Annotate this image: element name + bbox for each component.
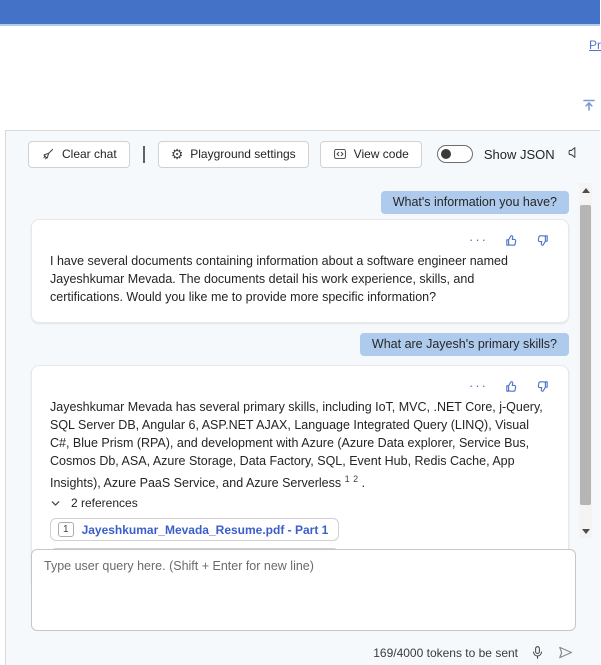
assistant-message-text: Jayeshkumar Mevada has several primary skills, including IoT, MVC, .NET Core, j-Query, SQL Server DB, Angular 6, ASP.NET AJAX, Language Integrated Query (LINQ), Visual C#, Blue Prism (RPA), and development with Azure (Azure Data explorer, Service Bus, Cosmos Db, ASA, Azure Storage, Data Factory, SQL, Event Hub, Redis Cache, App Insights), Azure PaaS Service, and Azure Serverless $^1$ $^2$ . (50, 400, 543, 491)
view-code-label: View code (353, 147, 409, 161)
reference-number-badge: 1 (58, 522, 74, 537)
send-icon[interactable] (557, 644, 574, 661)
scrollbar-up-arrow[interactable] (579, 183, 592, 197)
chat-toolbar (6, 131, 600, 177)
citation-ref[interactable]: 2 (353, 474, 359, 484)
playground-settings-label: Playground settings (190, 147, 296, 161)
citation-ref[interactable]: 1 (344, 474, 350, 484)
token-counter: 169/4000 tokens to be sent (373, 645, 518, 660)
assistant-message-card (31, 219, 569, 323)
references-toggle[interactable] (50, 494, 550, 512)
user-message: What are Jayesh's primary skills? (360, 333, 569, 356)
broom-icon (41, 147, 55, 161)
top-navigation-bar (0, 0, 600, 26)
toggle-knob (441, 149, 451, 159)
show-json-label: Show JSON (483, 146, 555, 162)
user-message: What's information you have? (381, 191, 569, 214)
thumbs-down-icon[interactable] (535, 379, 550, 394)
thumbs-up-icon[interactable] (504, 379, 519, 394)
user-query-input[interactable] (31, 549, 576, 631)
view-code-button[interactable] (320, 141, 422, 168)
show-json-toggle[interactable] (437, 145, 473, 163)
chat-transcript (6, 179, 601, 537)
scrollbar-down-arrow[interactable] (579, 524, 592, 538)
speaker-icon[interactable] (565, 145, 580, 160)
scroll-to-top-icon[interactable] (581, 97, 597, 113)
thumbs-down-icon[interactable] (535, 233, 550, 248)
clear-chat-button[interactable] (28, 141, 130, 168)
chat-scrollbar[interactable] (579, 183, 592, 538)
input-footer (31, 644, 576, 661)
assistant-message-text: I have several documents containing information about a software engineer named Jayeshkumar Mevada. The documents detail his work experience, skills, and certifications. Would you like me to provide more specific information? (50, 254, 508, 304)
more-options-icon[interactable]: ··· (469, 232, 488, 247)
clear-chat-label: Clear chat (62, 147, 117, 161)
chat-panel (5, 130, 600, 665)
references-count-label: 2 references (71, 496, 138, 511)
toolbar-divider (143, 146, 145, 163)
chat-input-area (31, 549, 576, 661)
code-icon (333, 147, 347, 161)
message-actions (50, 378, 550, 394)
reference-file-link[interactable]: Jayeshkumar_Mevada_Resume.pdf - Part 1 (81, 522, 329, 537)
microphone-icon[interactable] (530, 645, 545, 660)
privacy-link[interactable]: Pr (589, 38, 601, 52)
message-actions (50, 232, 550, 248)
more-options-icon[interactable]: ··· (469, 378, 488, 393)
playground-settings-button[interactable] (158, 141, 309, 168)
reference-link[interactable] (50, 518, 339, 541)
thumbs-up-icon[interactable] (504, 233, 519, 248)
scrollbar-thumb[interactable] (580, 205, 591, 505)
gear-icon: ⚙ (170, 146, 184, 162)
chevron-down-icon (50, 498, 61, 509)
